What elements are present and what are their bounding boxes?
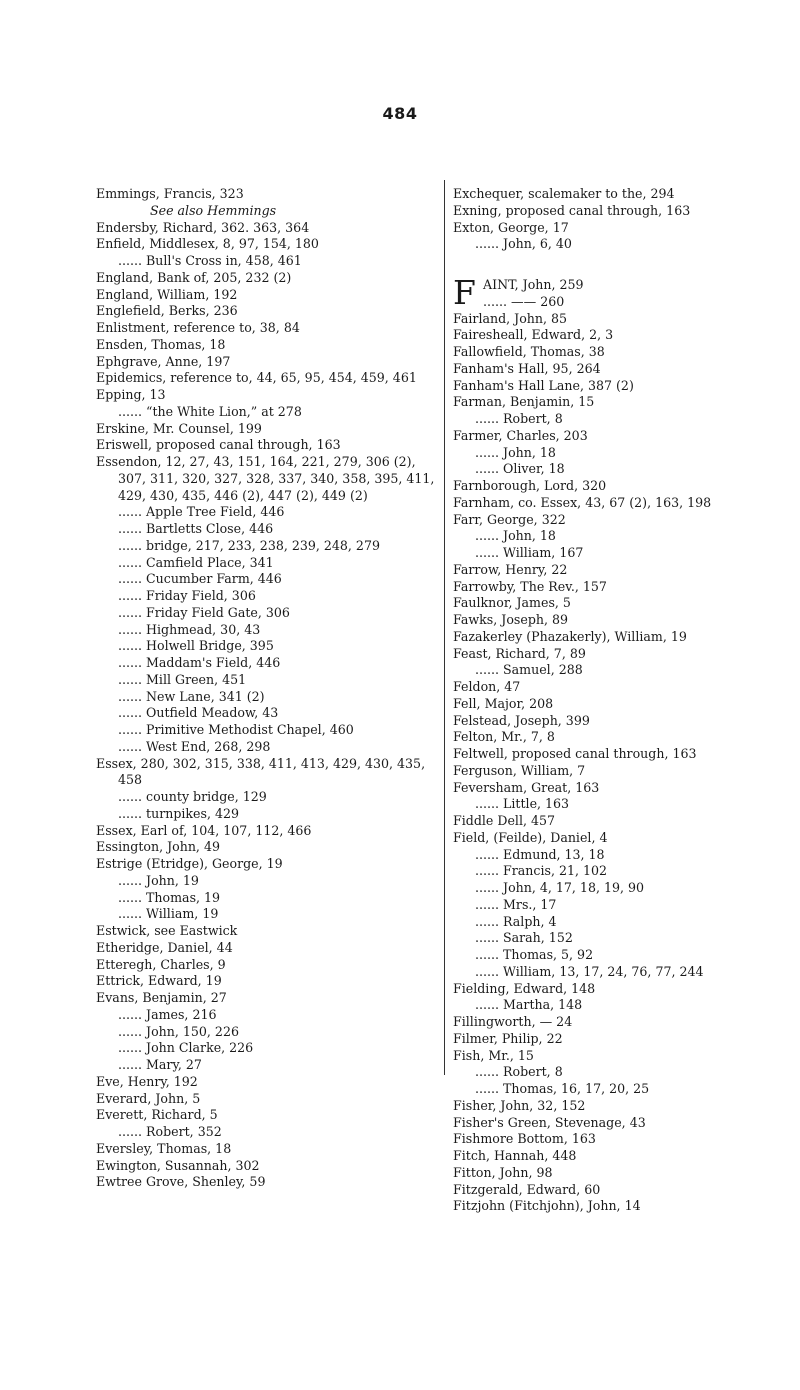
index-entry: Fallowfield, Thomas, 38	[453, 344, 605, 359]
index-entry: Fillingworth, — 24	[453, 1014, 573, 1029]
index-entry: Fell, Major, 208	[453, 695, 554, 711]
index-subentry: ...... Martha, 148	[475, 997, 583, 1013]
index-entry: Ettrick, Edward, 19	[96, 973, 222, 989]
index-entry: Fisher, John, 32, 152	[453, 1097, 586, 1113]
index-subentry: ...... Thomas, 5, 92	[475, 947, 594, 962]
index-entry: England, Bank of, 205, 232 (2)	[96, 269, 292, 285]
index-subentry: ...... Ralph, 4	[475, 913, 557, 929]
drop-cap-letter: F	[453, 273, 476, 312]
index-entry: Fanham's Hall Lane, 387 (2)	[453, 377, 634, 393]
index-subentry: ...... John, 6, 40	[475, 236, 572, 252]
index-entry: Eriswell, proposed canal through, 163	[96, 437, 341, 453]
index-entry: Eversley, Thomas, 18	[96, 1140, 232, 1156]
index-subentry: ...... Friday Field Gate, 306	[118, 604, 290, 620]
index-subentry: ...... Holwell Bridge, 395	[118, 638, 274, 654]
index-subentry: ...... county bridge, 129	[118, 789, 267, 804]
index-subentry: ...... Mill Green, 451	[118, 671, 247, 687]
index-entry: Etteregh, Charles, 9	[96, 956, 226, 972]
index-entry: Fisher's Green, Stevenage, 43	[453, 1114, 646, 1130]
index-entry: Endersby, Richard, 362. 363, 364	[96, 219, 310, 235]
index-entry: Evans, Benjamin, 27	[96, 990, 227, 1005]
index-entry: Field, (Feilde), Daniel, 4	[453, 829, 608, 845]
index-subentry: ...... Friday Field, 306	[118, 588, 256, 603]
index-entry: Farmer, Charles, 203	[453, 427, 588, 443]
index-subentry: ...... William, 167	[475, 545, 584, 560]
index-entry: Fairesheall, Edward, 2, 3	[453, 327, 614, 343]
index-entry: Estrige (Etridge), George, 19	[96, 856, 283, 871]
index-subentry: ...... John, 18	[475, 528, 556, 544]
index-entry: Felstead, Joseph, 399	[453, 712, 590, 728]
index-subentry: ...... Mrs., 17	[475, 896, 557, 912]
index-subentry: ...... Outfield Meadow, 43	[118, 705, 279, 721]
index-entry: Epidemics, reference to, 44, 65, 95, 454, 459, 461	[96, 370, 417, 386]
index-entry: Enlistment, reference to, 38, 84	[96, 320, 300, 335]
index-entry: Fiddle Dell, 457	[453, 813, 556, 828]
index-entry: Ensden, Thomas, 18	[96, 336, 226, 352]
index-subentry: ...... William, 13, 17, 24, 76, 77, 244	[475, 963, 704, 979]
index-entry: Exning, proposed canal through, 163	[453, 202, 691, 218]
index-entry: Fitzjohn (Fitchjohn), John, 14	[453, 1198, 641, 1214]
index-entry: Feast, Richard, 7, 89	[453, 645, 586, 661]
index-entry: Feltwell, proposed canal through, 163	[453, 746, 697, 761]
index-entry: Farnham, co. Essex, 43, 67 (2), 163, 198	[453, 494, 712, 510]
index-column-left	[96, 186, 436, 1191]
index-subentry: ...... Bartletts Close, 446	[118, 521, 274, 536]
index-entry: Fairland, John, 85	[453, 310, 568, 326]
index-entry: Erskine, Mr. Counsel, 199	[96, 420, 262, 436]
index-subentry: ...... Maddam's Field, 446	[118, 655, 281, 670]
index-subentry: ...... Thomas, 16, 17, 20, 25	[475, 1081, 650, 1096]
index-subentry: ...... Bull's Cross in, 458, 461	[118, 253, 302, 268]
index-subentry: ...... John, 4, 17, 18, 19, 90	[475, 880, 645, 895]
index-subentry: ...... Highmead, 30, 43	[118, 621, 261, 637]
index-entry: Essex, Earl of, 104, 107, 112, 466	[96, 822, 312, 838]
index-entry: Eve, Henry, 192	[96, 1073, 198, 1089]
index-subentry: ...... William, 19	[118, 906, 219, 922]
index-subentry: ...... bridge, 217, 233, 238, 239, 248, 279	[118, 537, 380, 553]
index-subentry: ...... John, 18	[475, 444, 556, 460]
index-entry: Feversham, Great, 163	[453, 779, 600, 795]
index-entry: Exchequer, scalemaker to the, 294	[453, 186, 675, 201]
index-entry: Essington, John, 49	[96, 839, 220, 855]
index-subentry: ...... Samuel, 288	[475, 662, 583, 678]
index-subentry: ...... Cucumber Farm, 446	[118, 571, 282, 587]
index-subentry: ...... Robert, 8	[475, 411, 563, 426]
index-subentry: ...... John Clarke, 226	[118, 1040, 254, 1056]
index-column-right	[453, 186, 778, 1215]
index-subentry: ...... Apple Tree Field, 446	[118, 504, 285, 520]
index-subentry: ...... Primitive Methodist Chapel, 460	[118, 722, 354, 737]
section-gap	[453, 253, 778, 277]
index-subentry: ...... West End, 268, 298	[118, 738, 271, 754]
index-subentry: ...... Thomas, 19	[118, 889, 221, 905]
index-subentry: ...... Robert, 8	[475, 1064, 563, 1080]
index-subentry: ...... —— 260	[483, 293, 565, 309]
index-subentry: ...... Oliver, 18	[475, 461, 565, 477]
index-entry: Farrow, Henry, 22	[453, 561, 568, 577]
index-entry: England, William, 192	[96, 286, 238, 302]
index-subentry: ...... John, 150, 226	[118, 1023, 239, 1039]
index-entry: Enfield, Middlesex, 8, 97, 154, 180	[96, 236, 319, 252]
column-divider	[444, 180, 445, 1075]
index-cross-reference: See also Hemmings	[150, 202, 277, 218]
index-subentry: ...... Edmund, 13, 18	[475, 846, 605, 862]
index-subentry: ...... James, 216	[118, 1006, 217, 1022]
index-subentry: ...... Robert, 352	[118, 1124, 222, 1139]
index-subentry: ...... John, 19	[118, 872, 199, 888]
index-subentry: ...... Francis, 21, 102	[475, 863, 608, 879]
index-entry: Ferguson, William, 7	[453, 762, 586, 778]
index-entry: Farrowby, The Rev., 157	[453, 578, 607, 594]
index-entry: Faulknor, James, 5	[453, 595, 571, 611]
index-entry: Epping, 13	[96, 387, 166, 402]
index-entry: Everard, John, 5	[96, 1090, 201, 1106]
index-subentry: ...... Little, 163	[475, 796, 570, 812]
index-entry: Feldon, 47	[453, 679, 521, 694]
index-entry: Fanham's Hall, 95, 264	[453, 360, 601, 376]
index-entry: Filmer, Philip, 22	[453, 1030, 563, 1046]
index-entry: Felton, Mr., 7, 8	[453, 729, 555, 745]
index-entry: Farnborough, Lord, 320	[453, 478, 607, 493]
index-entry: Emmings, Francis, 323	[96, 186, 244, 201]
index-entry: Farr, George, 322	[453, 511, 566, 527]
index-entry: Essendon, 12, 27, 43, 151, 164, 221, 279, 306 (2), 307, 311, 320, 327, 328, 337, 340, 358, 395, 411, 429, 430, 435, 446 (2), 447 (2), 449 (2)	[96, 454, 435, 503]
index-subentry: ...... “the White Lion,” at 278	[118, 403, 302, 419]
index-entry: Fielding, Edward, 148	[453, 980, 596, 996]
index-entry: Fitton, John, 98	[453, 1164, 553, 1180]
index-entry-text: AINT, John, 259	[483, 277, 584, 292]
index-entry: Farman, Benjamin, 15	[453, 394, 595, 410]
index-entry: Ephgrave, Anne, 197	[96, 353, 231, 369]
index-entry: Fish, Mr., 15	[453, 1047, 534, 1063]
index-subentry: ...... turnpikes, 429	[118, 805, 240, 821]
index-entry: Estwick, see Eastwick	[96, 923, 238, 938]
index-entry: Fawks, Joseph, 89	[453, 612, 569, 627]
index-entry: Englefield, Berks, 236	[96, 303, 238, 319]
index-entry: Fitch, Hannah, 448	[453, 1148, 577, 1163]
index-subentry: ...... New Lane, 341 (2)	[118, 688, 265, 704]
index-entry: Everett, Richard, 5	[96, 1107, 218, 1123]
index-subentry: ...... Camfield Place, 341	[118, 554, 274, 570]
index-entry: Fishmore Bottom, 163	[453, 1131, 596, 1147]
index-entry: Exton, George, 17	[453, 219, 569, 235]
index-entry: Etheridge, Daniel, 44	[96, 939, 233, 955]
index-subentry: ...... Mary, 27	[118, 1057, 202, 1072]
index-entry: Ewtree Grove, Shenley, 59	[96, 1174, 266, 1190]
index-entry: Fitzgerald, Edward, 60	[453, 1181, 601, 1197]
index-entry: Ewington, Susannah, 302	[96, 1157, 260, 1173]
index-entry: Fazakerley (Phazakerly), William, 19	[453, 628, 687, 644]
page-number: 484	[382, 104, 418, 123]
index-entry: Essex, 280, 302, 315, 338, 411, 413, 429, 430, 435, 458	[96, 755, 426, 788]
index-subentry: ...... Sarah, 152	[475, 930, 573, 946]
